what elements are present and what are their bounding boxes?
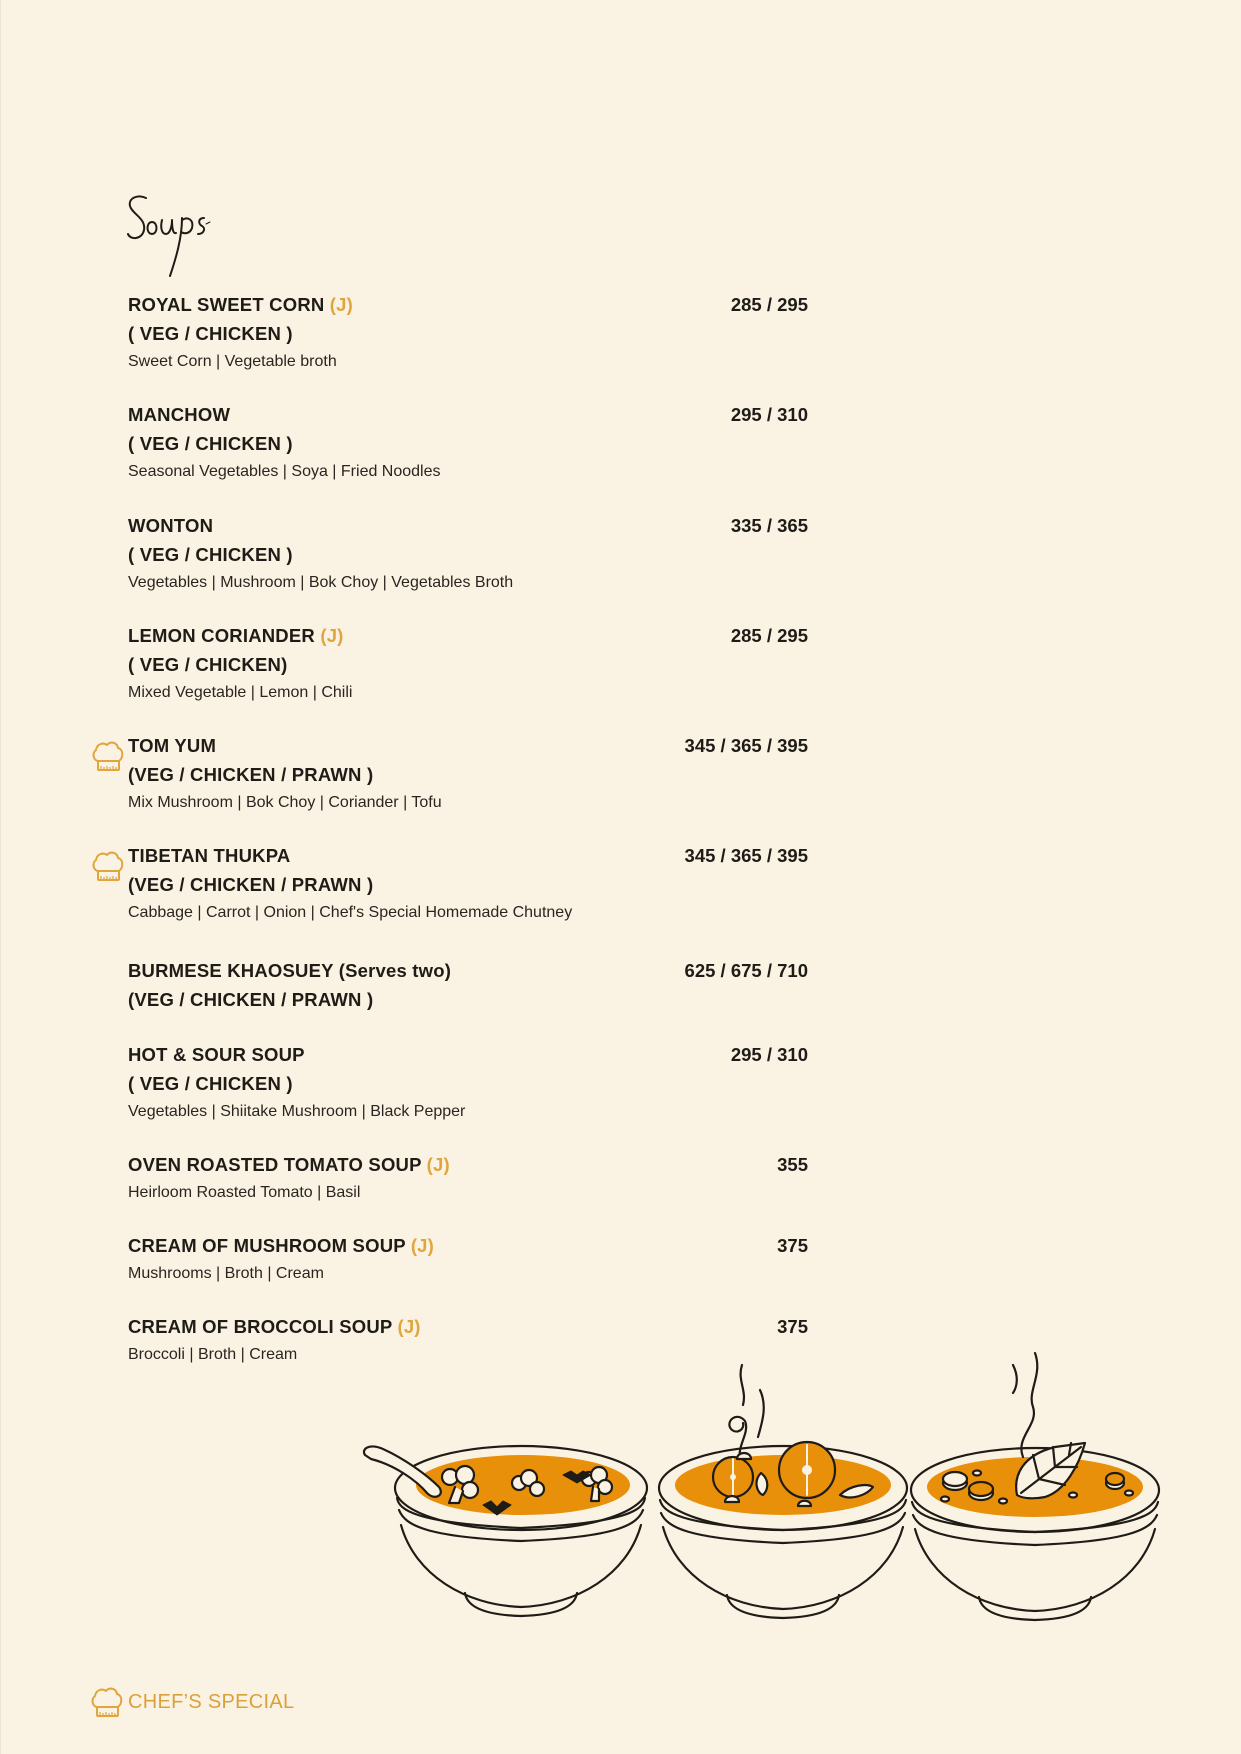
item-name: OVEN ROASTED TOMATO SOUP xyxy=(128,1154,422,1175)
item-price: 355 xyxy=(777,1154,808,1175)
item-description: Mushrooms | Broth | Cream xyxy=(128,1265,324,1282)
menu-item-wonton xyxy=(128,511,808,597)
menu-item-hot-and-sour-soup xyxy=(128,1040,808,1126)
item-variants: ( VEG / CHICKEN ) xyxy=(128,323,293,344)
item-variants: (VEG / CHICKEN / PRAWN ) xyxy=(128,874,374,895)
item-price: 285 / 295 xyxy=(730,294,808,315)
item-price: 625 / 675 / 710 xyxy=(684,960,808,981)
item-name: LEMON CORIANDER xyxy=(128,625,315,646)
item-name: ROYAL SWEET CORN xyxy=(128,294,325,315)
item-name: MANCHOW xyxy=(128,404,231,425)
menu-item-burmese-khaosuey xyxy=(128,956,808,1014)
item-description: Mix Mushroom | Bok Choy | Coriander | Tofu xyxy=(128,794,442,811)
item-price: 375 xyxy=(777,1235,808,1256)
item-description: Vegetables | Shiitake Mushroom | Black Pepper xyxy=(128,1103,466,1120)
menu-item-cream-of-mushroom-soup xyxy=(128,1231,808,1288)
item-description: Sweet Corn | Vegetable broth xyxy=(128,353,337,370)
item-name: CREAM OF BROCCOLI SOUP xyxy=(128,1316,393,1337)
chef-hat-icon xyxy=(90,1685,124,1719)
chef-hat-icon xyxy=(91,849,125,883)
item-description: Broccoli | Broth | Cream xyxy=(128,1346,298,1363)
item-variants: ( VEG / CHICKEN ) xyxy=(128,544,293,565)
svg-text:Soups: Soups xyxy=(124,188,127,189)
jain-marker: (J) xyxy=(329,294,354,315)
item-description: Heirloom Roasted Tomato | Basil xyxy=(128,1184,361,1201)
item-variants: ( VEG / CHICKEN) xyxy=(128,654,288,675)
item-name: TIBETAN THUKPA xyxy=(128,845,291,866)
item-description: Mixed Vegetable | Lemon | Chili xyxy=(128,684,353,701)
item-name: BURMESE KHAOSUEY (Serves two) xyxy=(128,960,452,981)
jain-marker: (J) xyxy=(320,625,344,646)
item-name: HOT & SOUR SOUP xyxy=(128,1044,305,1065)
chef-special-label: CHEF’S SPECIAL xyxy=(128,1690,295,1713)
menu-item-tom-yum xyxy=(128,731,808,817)
item-price: 345 / 365 / 395 xyxy=(684,845,808,866)
chef-hat-icon xyxy=(91,739,125,773)
item-variants: (VEG / CHICKEN / PRAWN ) xyxy=(128,989,374,1010)
item-price: 375 xyxy=(777,1316,808,1337)
section-title xyxy=(124,188,234,283)
soup-bowls-illustration xyxy=(355,1325,1185,1635)
jain-marker: (J) xyxy=(397,1316,421,1337)
menu-item-manchow xyxy=(128,400,808,486)
menu-item-tibetan-thukpa xyxy=(128,841,808,927)
leaf-soup-bowl-icon xyxy=(911,1353,1159,1620)
item-description: Vegetables | Mushroom | Bok Choy | Vegetables Broth xyxy=(128,574,514,591)
item-price: 335 / 365 xyxy=(730,515,808,536)
item-name: TOM YUM xyxy=(128,735,217,756)
tomato-soup-bowl-icon xyxy=(659,1365,907,1618)
item-price: 345 / 365 / 395 xyxy=(684,735,808,756)
menu-item-lemon-coriander xyxy=(128,621,808,707)
jain-marker: (J) xyxy=(426,1154,450,1175)
item-variants: (VEG / CHICKEN / PRAWN ) xyxy=(128,764,374,785)
item-variants: ( VEG / CHICKEN ) xyxy=(128,1073,293,1094)
menu-item-oven-roasted-tomato-soup xyxy=(128,1150,808,1207)
item-description: Seasonal Vegetables | Soya | Fried Noodles xyxy=(128,463,441,480)
item-name: CREAM OF MUSHROOM SOUP xyxy=(128,1235,406,1256)
chef-special-legend xyxy=(90,1682,294,1722)
item-description: Cabbage | Carrot | Onion | Chef's Special Homemade Chutney xyxy=(128,904,573,921)
menu-item-royal-sweet-corn xyxy=(128,290,808,376)
jain-marker: (J) xyxy=(410,1235,435,1256)
item-price: 295 / 310 xyxy=(730,404,808,425)
item-price: 295 / 310 xyxy=(730,1044,808,1065)
soups-script-heading xyxy=(124,188,234,283)
item-name: WONTON xyxy=(128,515,214,536)
broccoli-soup-bowl-icon xyxy=(364,1446,647,1616)
item-variants: ( VEG / CHICKEN ) xyxy=(128,433,293,454)
item-price: 285 / 295 xyxy=(730,625,808,646)
